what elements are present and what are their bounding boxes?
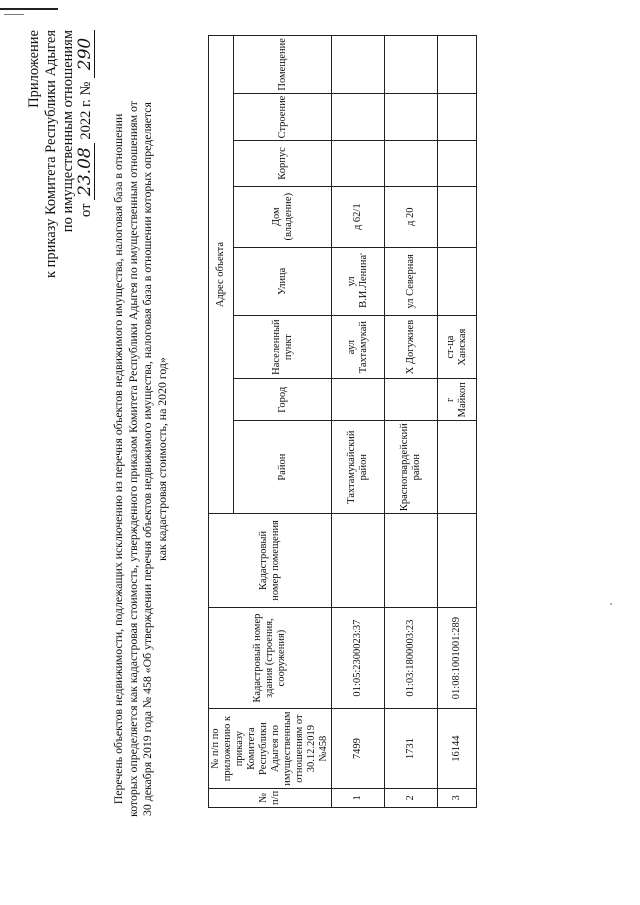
cell-street	[438, 247, 477, 315]
cell-street: ул В.И.Ленина	[332, 247, 385, 315]
cell-stroenie	[332, 93, 385, 141]
appendix-date-line	[77, 30, 95, 450]
header-stroenie: Строение	[234, 93, 332, 141]
document-title: Перечень объектов недвижимости, подлежащих исключению из перечня объектов недвижимого имущества, налоговая база в отношении которых определяется как кадастровая стоимость, утвержденного приказом Комитета Республики Адыгея по имущественным отношениям от 30 декабря 2019 года № 458 «Об утверждении перечня объектов недвижимого имущества, налоговая база в отношении которых определяется как кадастровая стоимость, на 2020 год»	[111, 101, 169, 817]
cell-house: д 20	[385, 186, 438, 247]
appendix-header	[26, 30, 95, 450]
cell-no: 3	[438, 788, 477, 807]
cell-stroenie	[438, 93, 477, 141]
table-row	[438, 36, 477, 808]
cell-district: Тахтамукайский район	[332, 421, 385, 514]
cell-street: ул Северная	[385, 247, 438, 315]
cell-appendix-no: 16144	[438, 709, 477, 788]
cell-building-cadastral: 01:08:1001001:289	[438, 607, 477, 709]
cell-locality: ст-ца Ханская	[438, 315, 477, 379]
cell-appendix-no: 1731	[385, 709, 438, 788]
appendix-title: Приложение	[26, 30, 42, 108]
header-locality: Населенный пункт	[234, 315, 332, 379]
appendix-line-2: по имущественным отношениям	[60, 30, 76, 233]
header-korpus: Корпус	[234, 141, 332, 186]
handwritten-number: 290	[77, 30, 95, 78]
handwritten-date: 23.08	[77, 143, 95, 200]
cell-house	[438, 186, 477, 247]
cell-korpus	[438, 141, 477, 186]
table-row	[385, 36, 438, 808]
cell-room-cadastral	[438, 514, 477, 608]
date-suffix: 2022 г. №	[78, 81, 94, 140]
header-street: Улица	[234, 247, 332, 315]
appendix-line-1: к приказу Комитета Республики Адыгея	[43, 30, 59, 279]
cell-no: 1	[332, 788, 385, 807]
cell-city: г Майкоп	[438, 379, 477, 421]
cell-room-cadastral	[385, 514, 438, 608]
header-district: Район	[234, 421, 332, 514]
header-appendix-no: № п/п по приложению к приказу Комитета Республики Адыгея по имущественным отношениям от 30.12.2019 №458	[209, 709, 332, 788]
cell-korpus	[332, 141, 385, 186]
header-house: Дом (владение)	[234, 186, 332, 247]
cell-appendix-no: 7499	[332, 709, 385, 788]
cell-district	[438, 421, 477, 514]
header-address-group: Адрес объекта	[209, 36, 234, 514]
header-pomeshchenie: Помещение	[234, 36, 332, 94]
cell-stroenie	[385, 93, 438, 141]
scan-speck	[360, 253, 362, 255]
objects-table	[208, 35, 477, 808]
header-room-cadastral: Кадастровый номер помещения	[209, 514, 332, 608]
cell-room-cadastral	[332, 514, 385, 608]
cell-city	[385, 379, 438, 421]
scan-speck	[610, 603, 612, 605]
cell-building-cadastral: 01:03:1800003:23	[385, 607, 438, 709]
cell-no: 2	[385, 788, 438, 807]
cell-korpus	[385, 141, 438, 186]
cell-locality: аул Тахтамукай	[332, 315, 385, 379]
cell-house: д 62/1	[332, 186, 385, 247]
cell-pomeshchenie	[385, 36, 438, 94]
table-row	[332, 36, 385, 808]
header-city: Город	[234, 379, 332, 421]
cell-locality: Х Догужиев	[385, 315, 438, 379]
date-prefix: от	[78, 203, 94, 217]
cell-city	[332, 379, 385, 421]
header-building-cadastral: Кадастровый номер здания (строения, сооружения)	[209, 607, 332, 709]
cell-pomeshchenie	[438, 36, 477, 94]
cell-district: Красногвардейский район	[385, 421, 438, 514]
header-no: № п/п	[209, 788, 332, 807]
cell-pomeshchenie	[332, 36, 385, 94]
cell-building-cadastral: 01:05:2300023:37	[332, 607, 385, 709]
